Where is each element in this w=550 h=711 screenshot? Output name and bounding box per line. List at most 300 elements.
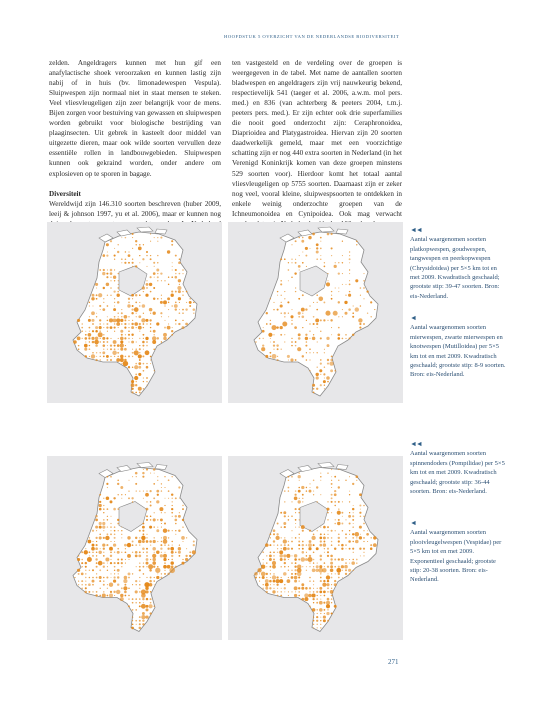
occurrence-dot bbox=[309, 305, 311, 307]
occurrence-dot bbox=[319, 565, 322, 568]
occurrence-dot bbox=[327, 273, 328, 274]
occurrence-dot bbox=[85, 355, 87, 357]
occurrence-dot bbox=[259, 577, 260, 578]
occurrence-dot bbox=[110, 359, 112, 361]
occurrence-dot bbox=[136, 316, 137, 317]
occurrence-dot bbox=[270, 577, 271, 578]
occurrence-dot bbox=[142, 566, 144, 568]
occurrence-dot bbox=[153, 312, 156, 315]
occurrence-dot bbox=[109, 593, 113, 597]
occurrence-dot bbox=[313, 620, 315, 622]
occurrence-dot bbox=[302, 501, 303, 502]
occurrence-dot bbox=[114, 576, 116, 578]
occurrence-dot bbox=[132, 544, 134, 546]
occurrence-dot bbox=[313, 491, 314, 492]
occurrence-dot bbox=[142, 623, 144, 625]
occurrence-dot bbox=[301, 240, 304, 243]
map-vespidae bbox=[228, 456, 403, 640]
occurrence-dot bbox=[272, 575, 276, 579]
occurrence-dot bbox=[139, 545, 140, 546]
occurrence-dot bbox=[284, 341, 285, 342]
occurrence-dot bbox=[143, 363, 145, 365]
occurrence-dot bbox=[124, 262, 126, 264]
occurrence-dot bbox=[288, 262, 289, 263]
occurrence-dot bbox=[281, 577, 282, 578]
occurrence-dot bbox=[94, 340, 99, 345]
occurrence-dot bbox=[265, 583, 269, 587]
occurrence-dot bbox=[178, 529, 180, 531]
occurrence-dot bbox=[132, 541, 134, 543]
occurrence-dot bbox=[99, 341, 100, 342]
occurrence-dot bbox=[164, 552, 165, 553]
occurrence-dot bbox=[96, 352, 97, 353]
occurrence-dot bbox=[124, 576, 128, 580]
occurrence-dot bbox=[182, 309, 184, 311]
occurrence-dot bbox=[157, 494, 159, 496]
occurrence-dot bbox=[103, 505, 104, 506]
occurrence-dot bbox=[114, 566, 116, 568]
occurrence-dot bbox=[99, 569, 101, 571]
occurrence-dot bbox=[107, 516, 108, 517]
netherlands-map bbox=[47, 456, 222, 640]
occurrence-dot bbox=[276, 326, 278, 328]
occurrence-dot bbox=[154, 584, 155, 585]
occurrence-dot bbox=[331, 537, 333, 539]
occurrence-dot bbox=[313, 392, 315, 394]
occurrence-dot bbox=[128, 588, 130, 590]
occurrence-dot bbox=[185, 555, 187, 557]
occurrence-dot bbox=[330, 319, 332, 321]
occurrence-dot bbox=[107, 341, 109, 343]
occurrence-dot bbox=[349, 563, 350, 564]
occurrence-dot bbox=[142, 345, 144, 347]
occurrence-dot bbox=[165, 498, 166, 499]
occurrence-dot bbox=[363, 323, 365, 325]
occurrence-dot bbox=[323, 319, 325, 321]
occurrence-dot bbox=[311, 536, 315, 540]
occurrence-dot bbox=[95, 359, 97, 361]
occurrence-dot bbox=[269, 558, 272, 561]
occurrence-dot bbox=[143, 563, 144, 564]
occurrence-dot bbox=[270, 551, 272, 553]
occurrence-dot bbox=[255, 577, 257, 579]
occurrence-dot bbox=[317, 501, 318, 502]
occurrence-dot bbox=[316, 323, 318, 325]
occurrence-dot bbox=[85, 566, 87, 568]
occurrence-dot bbox=[352, 541, 353, 542]
occurrence-dot bbox=[344, 301, 347, 304]
occurrence-dot bbox=[298, 490, 301, 493]
occurrence-dot bbox=[273, 344, 275, 346]
occurrence-dot bbox=[270, 320, 271, 321]
occurrence-dot bbox=[299, 526, 300, 527]
occurrence-dot bbox=[96, 287, 97, 288]
occurrence-dot bbox=[138, 315, 141, 318]
occurrence-dot bbox=[266, 312, 268, 314]
occurrence-dot bbox=[131, 294, 134, 297]
occurrence-dot bbox=[276, 533, 278, 535]
occurrence-dot bbox=[266, 573, 268, 575]
occurrence-dot bbox=[327, 320, 328, 321]
occurrence-dot bbox=[306, 490, 307, 491]
occurrence-dot bbox=[331, 494, 333, 496]
occurrence-dot bbox=[270, 533, 272, 535]
occurrence-dot bbox=[273, 349, 274, 350]
occurrence-dot bbox=[99, 323, 101, 325]
occurrence-dot bbox=[324, 366, 325, 367]
occurrence-dot bbox=[117, 584, 119, 586]
occurrence-dot bbox=[331, 295, 332, 296]
occurrence-dot bbox=[98, 332, 103, 337]
occurrence-dot bbox=[263, 563, 264, 564]
occurrence-dot bbox=[139, 605, 141, 607]
occurrence-dot bbox=[254, 572, 258, 576]
occurrence-dot bbox=[121, 534, 122, 535]
occurrence-dot bbox=[149, 308, 153, 312]
occurrence-dot bbox=[301, 557, 305, 561]
occurrence-dot bbox=[352, 533, 354, 535]
occurrence-dot bbox=[143, 291, 144, 292]
occurrence-dot bbox=[307, 557, 312, 562]
occurrence-dot bbox=[161, 523, 162, 524]
occurrence-dot bbox=[118, 349, 119, 350]
occurrence-dot bbox=[306, 359, 308, 361]
occurrence-dot bbox=[131, 391, 133, 393]
occurrence-dot bbox=[106, 544, 108, 546]
occurrence-dot bbox=[341, 544, 344, 547]
occurrence-dot bbox=[153, 262, 155, 264]
occurrence-dot bbox=[320, 595, 321, 596]
occurrence-dot bbox=[295, 573, 297, 575]
occurrence-dot bbox=[139, 616, 141, 618]
occurrence-dot bbox=[127, 536, 130, 539]
occurrence-dot bbox=[110, 500, 113, 503]
occurrence-dot bbox=[139, 331, 140, 332]
occurrence-dot bbox=[81, 562, 83, 564]
occurrence-dot bbox=[370, 547, 373, 550]
occurrence-dot bbox=[356, 240, 358, 242]
occurrence-dot bbox=[113, 508, 116, 511]
occurrence-dot bbox=[125, 559, 126, 560]
occurrence-dot bbox=[114, 595, 115, 596]
occurrence-dot bbox=[284, 584, 285, 585]
occurrence-dot bbox=[113, 276, 116, 279]
occurrence-dot bbox=[327, 233, 330, 236]
left-paragraph-2: Wereldwijd zijn 146.310 soorten beschreven (huber 2009, leeij & johnson 1997, yu et al. 2006), maar er kunnen nog bbox=[49, 199, 221, 218]
occurrence-dot bbox=[163, 528, 167, 532]
occurrence-dot bbox=[363, 280, 365, 282]
occurrence-dot bbox=[316, 352, 317, 353]
occurrence-dot bbox=[299, 519, 300, 520]
occurrence-dot bbox=[316, 565, 319, 568]
occurrence-dot bbox=[152, 554, 156, 558]
occurrence-dot bbox=[327, 381, 329, 383]
occurrence-dot bbox=[359, 548, 361, 550]
occurrence-dot bbox=[96, 298, 98, 300]
occurrence-dot bbox=[355, 532, 360, 537]
occurrence-dot bbox=[141, 615, 145, 619]
occurrence-dot bbox=[338, 480, 339, 481]
occurrence-dot bbox=[142, 355, 144, 357]
occurrence-dot bbox=[298, 475, 301, 478]
occurrence-dot bbox=[150, 490, 152, 492]
occurrence-dot bbox=[160, 272, 162, 274]
occurrence-dot bbox=[326, 376, 330, 380]
occurrence-dot bbox=[356, 244, 357, 245]
occurrence-dot bbox=[331, 327, 332, 328]
occurrence-dot bbox=[146, 251, 148, 253]
occurrence-dot bbox=[139, 598, 140, 599]
occurrence-dot bbox=[192, 550, 196, 554]
occurrence-dot bbox=[363, 298, 364, 299]
occurrence-dot bbox=[261, 565, 265, 569]
occurrence-dot bbox=[189, 305, 191, 307]
occurrence-dot bbox=[335, 519, 336, 520]
occurrence-dot bbox=[125, 563, 126, 564]
occurrence-dot bbox=[280, 258, 282, 260]
occurrence-dot bbox=[316, 376, 319, 379]
occurrence-dot bbox=[139, 581, 140, 582]
occurrence-dot bbox=[181, 562, 184, 565]
occurrence-dot bbox=[103, 508, 105, 510]
running-head: HOOFDSTUK 5 OVERZICHT VAN DE NEDERLANDSE BIODIVERSITEIT bbox=[224, 34, 400, 39]
occurrence-dot bbox=[304, 593, 308, 597]
occurrence-dot bbox=[320, 624, 321, 625]
occurrence-dot bbox=[320, 363, 322, 365]
occurrence-dot bbox=[312, 384, 315, 387]
occurrence-dot bbox=[313, 544, 315, 546]
occurrence-dot bbox=[77, 558, 80, 561]
occurrence-dot bbox=[373, 536, 376, 539]
occurrence-dot bbox=[334, 547, 336, 549]
occurrence-dot bbox=[146, 319, 149, 322]
occurrence-dot bbox=[143, 313, 144, 314]
occurrence-dot bbox=[143, 323, 145, 325]
occurrence-dot bbox=[320, 476, 322, 478]
occurrence-dot bbox=[120, 486, 123, 489]
occurrence-dot bbox=[164, 544, 166, 546]
occurrence-dot bbox=[157, 280, 158, 281]
occurrence-dot bbox=[323, 619, 326, 622]
occurrence-dot bbox=[111, 530, 112, 531]
occurrence-dot bbox=[106, 276, 108, 278]
occurrence-dot bbox=[128, 480, 129, 481]
occurrence-dot bbox=[317, 588, 318, 589]
occurrence-dot bbox=[146, 266, 147, 267]
occurrence-dot bbox=[103, 254, 106, 257]
wadden-island-outline bbox=[137, 463, 153, 468]
occurrence-dot bbox=[139, 537, 140, 538]
occurrence-dot bbox=[82, 331, 83, 332]
occurrence-dot bbox=[291, 338, 292, 339]
occurrence-dot bbox=[135, 551, 138, 554]
occurrence-dot bbox=[120, 355, 124, 359]
occurrence-dot bbox=[320, 473, 321, 474]
occurrence-dot bbox=[85, 584, 87, 586]
occurrence-dot bbox=[96, 591, 98, 593]
map-chrysidoidea bbox=[47, 222, 222, 403]
occurrence-dot bbox=[160, 554, 163, 557]
occurrence-dot bbox=[323, 602, 325, 604]
occurrence-dot bbox=[327, 519, 328, 520]
occurrence-dot bbox=[106, 255, 108, 257]
occurrence-dot bbox=[327, 526, 329, 528]
occurrence-dot bbox=[135, 555, 138, 558]
occurrence-dot bbox=[273, 580, 276, 583]
occurrence-dot bbox=[107, 476, 109, 478]
occurrence-dot bbox=[139, 490, 140, 491]
occurrence-dot bbox=[117, 551, 120, 554]
occurrence-dot bbox=[99, 326, 102, 329]
occurrence-dot bbox=[331, 577, 333, 579]
occurrence-dot bbox=[313, 316, 315, 318]
occurrence-dot bbox=[359, 526, 362, 529]
occurrence-dot bbox=[117, 251, 119, 253]
occurrence-dot bbox=[305, 255, 307, 257]
occurrence-dot bbox=[316, 251, 319, 254]
occurrence-dot bbox=[185, 308, 187, 310]
occurrence-dot bbox=[320, 259, 321, 260]
occurrence-dot bbox=[146, 555, 148, 557]
occurrence-dot bbox=[120, 340, 123, 343]
occurrence-dot bbox=[270, 573, 271, 574]
occurrence-dot bbox=[88, 333, 92, 337]
occurrence-dot bbox=[272, 561, 276, 565]
occurrence-dot bbox=[345, 338, 346, 339]
occurrence-dot bbox=[324, 262, 325, 263]
occurrence-dot bbox=[139, 620, 141, 622]
occurrence-dot bbox=[136, 584, 137, 585]
occurrence-dot bbox=[327, 609, 328, 610]
occurrence-dot bbox=[139, 244, 141, 246]
occurrence-dot bbox=[277, 348, 279, 350]
occurrence-dot bbox=[161, 298, 162, 299]
occurrence-dot bbox=[327, 472, 328, 473]
occurrence-dot bbox=[132, 573, 133, 574]
occurrence-dot bbox=[160, 237, 162, 239]
occurrence-dot bbox=[281, 295, 282, 296]
occurrence-dot bbox=[103, 498, 104, 499]
occurrence-dot bbox=[128, 316, 129, 317]
occurrence-dot bbox=[125, 494, 126, 495]
occurrence-dot bbox=[89, 537, 90, 538]
occurrence-dot bbox=[163, 565, 167, 569]
occurrence-dot bbox=[331, 541, 333, 543]
occurrence-dot bbox=[139, 566, 141, 568]
occurrence-dot bbox=[309, 323, 311, 325]
occurrence-dot bbox=[132, 305, 134, 307]
occurrence-dot bbox=[294, 494, 296, 496]
occurrence-dot bbox=[143, 533, 145, 535]
occurrence-dot bbox=[312, 593, 316, 597]
occurrence-dot bbox=[320, 620, 321, 621]
occurrence-dot bbox=[262, 576, 265, 579]
occurrence-dot bbox=[324, 595, 326, 597]
occurrence-dot bbox=[326, 282, 330, 286]
occurrence-dot bbox=[114, 298, 115, 299]
occurrence-dot bbox=[81, 327, 83, 329]
wadden-island-outline bbox=[336, 465, 348, 470]
occurrence-dot bbox=[352, 537, 354, 539]
occurrence-dot bbox=[175, 551, 177, 553]
occurrence-dot bbox=[284, 312, 286, 314]
occurrence-dot bbox=[117, 576, 119, 578]
occurrence-dot bbox=[349, 494, 350, 495]
occurrence-dot bbox=[334, 501, 336, 503]
occurrence-dot bbox=[106, 323, 108, 325]
occurrence-dot bbox=[284, 258, 286, 260]
occurrence-dot bbox=[327, 566, 329, 568]
occurrence-dot bbox=[294, 326, 297, 329]
occurrence-dot bbox=[100, 359, 101, 360]
occurrence-dot bbox=[309, 352, 310, 353]
occurrence-dot bbox=[290, 358, 293, 361]
occurrence-dot bbox=[305, 345, 307, 347]
occurrence-dot bbox=[78, 584, 79, 585]
occurrence-dot bbox=[124, 584, 126, 586]
occurrence-dot bbox=[154, 266, 155, 267]
occurrence-dot bbox=[323, 591, 326, 594]
occurrence-dot bbox=[286, 554, 290, 558]
occurrence-dot bbox=[175, 523, 177, 525]
occurrence-dot bbox=[291, 476, 293, 478]
occurrence-dot bbox=[99, 508, 102, 511]
occurrence-dot bbox=[132, 366, 134, 368]
occurrence-dot bbox=[172, 545, 173, 546]
occurrence-dot bbox=[335, 287, 336, 288]
occurrence-dot bbox=[284, 291, 285, 292]
occurrence-dot bbox=[99, 522, 102, 525]
occurrence-dot bbox=[326, 604, 330, 608]
occurrence-dot bbox=[118, 284, 119, 285]
occurrence-dot bbox=[320, 331, 321, 332]
occurrence-dot bbox=[128, 334, 130, 336]
occurrence-dot bbox=[160, 312, 162, 314]
occurrence-dot bbox=[320, 527, 321, 528]
occurrence-dot bbox=[175, 566, 177, 568]
occurrence-dot bbox=[317, 302, 318, 303]
occurrence-dot bbox=[298, 316, 300, 318]
occurrence-dot bbox=[103, 512, 104, 513]
occurrence-dot bbox=[157, 480, 158, 481]
occurrence-dot bbox=[175, 320, 177, 322]
occurrence-dot bbox=[106, 355, 109, 358]
occurrence-dot bbox=[77, 569, 80, 572]
occurrence-dot bbox=[266, 555, 267, 556]
occurrence-dot bbox=[287, 355, 290, 358]
occurrence-dot bbox=[146, 605, 149, 608]
occurrence-dot bbox=[168, 309, 169, 310]
occurrence-dot bbox=[331, 476, 332, 477]
occurrence-dot bbox=[265, 355, 268, 358]
occurrence-dot bbox=[280, 283, 282, 285]
occurrence-dot bbox=[88, 319, 91, 322]
occurrence-dot bbox=[98, 551, 101, 554]
occurrence-dot bbox=[323, 616, 326, 619]
occurrence-dot bbox=[316, 247, 318, 249]
occurrence-dot bbox=[283, 539, 287, 543]
occurrence-dot bbox=[298, 508, 300, 510]
occurrence-dot bbox=[164, 327, 166, 329]
occurrence-dot bbox=[352, 334, 354, 336]
occurrence-dot bbox=[185, 558, 188, 561]
occurrence-dot bbox=[123, 579, 127, 583]
occurrence-dot bbox=[360, 305, 362, 307]
occurrence-dot bbox=[139, 591, 141, 593]
occurrence-dot bbox=[146, 363, 147, 364]
occurrence-dot bbox=[117, 287, 118, 288]
occurrence-dot bbox=[283, 547, 287, 551]
